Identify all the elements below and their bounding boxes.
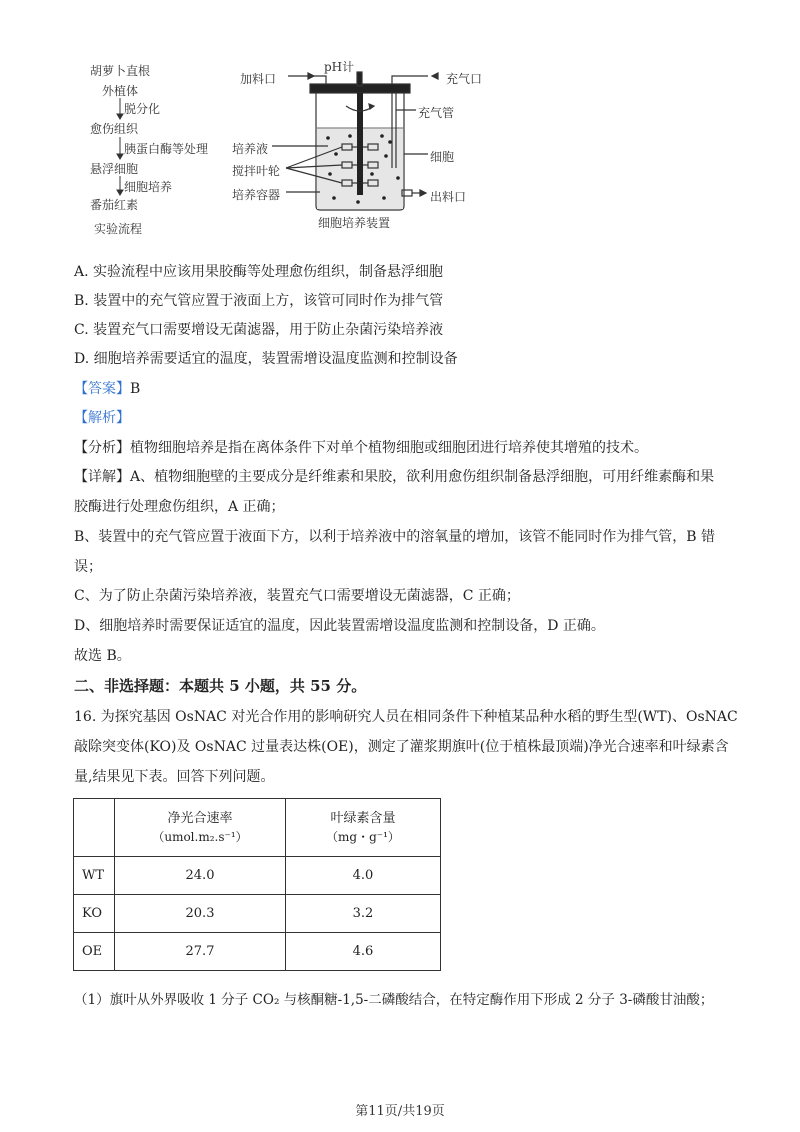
row-label: OE xyxy=(74,933,115,971)
table-header-row xyxy=(74,799,441,857)
table-row xyxy=(74,857,441,895)
header-photosynthesis-rate: 净光合速率 （umol.m₂.s⁻¹） xyxy=(115,799,286,857)
xiangjie-line: A、植物细胞壁的主要成分是纤维素和果胶，欲利用愈伤组织制备悬浮细胞，可用纤维素酶和果 xyxy=(130,469,715,485)
xiangjie-line: D、细胞培养时需要保证适宜的温度，因此装置需增设温度监测和控制设备，D 正确。 xyxy=(74,618,605,634)
impeller-label: 搅拌叶轮 xyxy=(232,164,281,178)
table-row xyxy=(74,895,441,933)
cells-label: 细胞 xyxy=(430,150,455,164)
cell-chlorophyll: 4.0 xyxy=(286,857,441,895)
fenxi-text: 植物细胞培养是指在离体条件下对单个植物细胞或细胞团进行培养使其增殖的技术。 xyxy=(130,440,648,456)
apparatus-caption: 细胞培养装置 xyxy=(318,216,391,230)
xiangjie-label: 【详解】 xyxy=(74,469,130,485)
gas-inlet-label: 充气口 xyxy=(446,72,483,86)
flow-step: 番茄红素 xyxy=(90,198,139,212)
option-b: B. 装置中的充气管应置于液面上方，该管可同时作为排气管 xyxy=(74,293,444,309)
flow-step: 脱分化 xyxy=(124,102,161,116)
option-a: A. 实验流程中应该用果胶酶等处理愈伤组织，制备悬浮细胞 xyxy=(74,264,444,280)
cell-rate: 27.7 xyxy=(115,933,286,971)
experiment-flowchart xyxy=(88,62,238,242)
table-row xyxy=(74,933,441,971)
xiangjie-line: C、为了防止杂菌污染培养液，装置充气口需要增设无菌滤器，C 正确； xyxy=(74,588,520,604)
question-16-line: 16. 为探究基因 OsNAC 对光合作用的影响研究人员在相同条件下种植某品种水稻的野生型(WT)、OsNAC xyxy=(74,709,738,725)
flow-step: 愈伤组织 xyxy=(90,122,139,136)
feed-port-label: 加料口 xyxy=(240,72,277,86)
flow-step: 细胞培养 xyxy=(124,180,173,194)
flow-step: 胰蛋白酶等处理 xyxy=(124,142,209,156)
flow-step: 外植体 xyxy=(102,84,139,98)
cell-chlorophyll: 3.2 xyxy=(286,895,441,933)
row-label: WT xyxy=(74,857,115,895)
ph-meter-label: pH计 xyxy=(324,60,355,74)
cell-culture-apparatus xyxy=(232,58,532,238)
option-c: C. 装置充气口需要增设无菌滤器，用于防止杂菌污染培养液 xyxy=(74,322,444,338)
page-footer: 第11页/共19页 xyxy=(355,1104,445,1119)
flow-step: 胡萝卜直根 xyxy=(90,64,151,78)
question-16-line: 量,结果见下表。回答下列问题。 xyxy=(74,769,275,785)
question-16-line: 敲除突变体(KO)及 OsNAC 过量表达株(OE)，测定了灌浆期旗叶(位于植株最顶端)净光合速率和叶绿素含 xyxy=(74,739,729,755)
gas-pipe-label: 充气管 xyxy=(418,106,455,120)
outlet-label: 出料口 xyxy=(430,190,467,204)
option-d: D. 细胞培养需要适宜的温度，装置需增设温度监测和控制设备 xyxy=(74,351,458,367)
flow-step: 悬浮细胞 xyxy=(90,162,139,176)
section-title: 二、非选择题：本题共 5 小题，共 55 分。 xyxy=(74,677,367,695)
results-table xyxy=(73,798,441,971)
flowchart-caption: 实验流程 xyxy=(94,222,143,236)
cell-chlorophyll: 4.6 xyxy=(286,933,441,971)
answer xyxy=(74,379,140,399)
flow-arrows xyxy=(88,62,238,222)
cell-rate: 20.3 xyxy=(115,895,286,933)
row-label: KO xyxy=(74,895,115,933)
cell-rate: 24.0 xyxy=(115,857,286,895)
sub-question-1: （1）旗叶从外界吸收 1 分子 CO₂ 与核酮糖-1,5-二磷酸结合，在特定酶作用下形成 2 分子 3-磷酸甘油酸； xyxy=(74,992,714,1008)
answer-value: B xyxy=(130,381,141,397)
xiangjie-line: 误； xyxy=(74,559,102,575)
xiangjie-line: 胶酶进行处理愈伤组织，A 正确； xyxy=(74,499,285,515)
analysis-xiangjie xyxy=(74,467,714,487)
header-chlorophyll-content: 叶绿素含量 （mg・g⁻¹） xyxy=(286,799,441,857)
analysis-label: 【解析】 xyxy=(74,410,130,426)
answer-label: 【答案】 xyxy=(74,381,130,397)
vessel-label: 培养容器 xyxy=(232,188,281,202)
fenxi-label: 【分析】 xyxy=(74,440,130,456)
xiangjie-line: 故选 B。 xyxy=(74,648,131,664)
medium-label: 培养液 xyxy=(232,142,269,156)
xiangjie-line: B、装置中的充气管应置于液面下方，以利于培养液中的溶氧量的增加，该管不能同时作为排气管，B 错 xyxy=(74,529,716,545)
table-corner xyxy=(74,799,115,857)
analysis-fenxi xyxy=(74,438,648,458)
apparatus-drawing xyxy=(232,58,532,218)
